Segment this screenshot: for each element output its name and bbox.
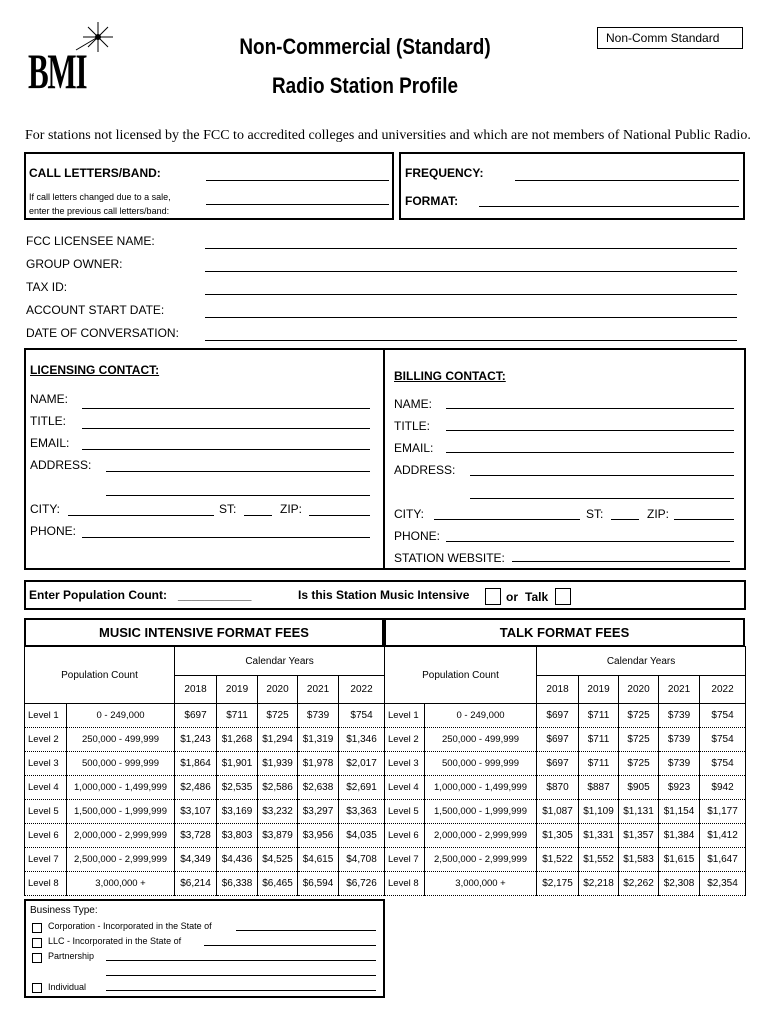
talk-fee-cell: $725 [619,704,659,728]
music-level-cell: Level 3 [25,752,67,776]
music-level-cell: Level 4 [25,776,67,800]
music-level-cell: Level 6 [25,824,67,848]
talk-level-cell: Level 8 [385,872,425,896]
talk-fee-cell: $697 [537,752,579,776]
music-calendar-header: Calendar Years [175,647,385,676]
music-fee-cell: $3,107 [175,800,217,824]
billing-email-field[interactable] [446,452,734,453]
music-fee-cell: $3,956 [298,824,339,848]
licensing-address-field-2[interactable] [106,495,370,496]
music-row [25,824,385,848]
music-fee-cell: $2,638 [298,776,339,800]
music-fee-cell: $4,035 [339,824,385,848]
talk-year-header: 2022 [700,676,746,704]
music-year-header: 2021 [298,676,339,704]
llc-label: LLC - Incorporated in the State of [48,936,182,946]
music-fee-cell: $711 [217,704,258,728]
music-row [25,848,385,872]
business-type-heading: Business Type: [30,905,98,916]
music-year-header: 2018 [175,676,217,704]
talk-range-cell: 3,000,000 + [425,872,537,896]
llc-checkbox[interactable] [32,938,42,948]
individual-field[interactable] [106,990,376,991]
page-title: Non-Commercial (Standard) [239,34,491,59]
format-label: FORMAT: [405,194,459,208]
talk-fee-cell: $2,262 [619,872,659,896]
music-fees-table [24,646,385,896]
music-fee-cell: $2,586 [258,776,298,800]
music-fee-cell: $6,594 [298,872,339,896]
talk-fee-cell: $739 [659,704,700,728]
talk-year-header: 2021 [659,676,700,704]
talk-fee-cell: $2,175 [537,872,579,896]
talk-row [385,752,746,776]
billing-phone-label: PHONE: [394,529,441,543]
population-count-field[interactable]: ___________ [178,588,252,602]
music-fee-cell: $4,436 [217,848,258,872]
music-row [25,728,385,752]
licensing-title-field[interactable] [82,428,370,429]
talk-range-cell: 0 - 249,000 [425,704,537,728]
billing-zip-label: ZIP: [647,507,670,521]
music-fee-cell: $6,214 [175,872,217,896]
billing-website-label: STATION WEBSITE: [394,551,505,565]
talk-level-cell: Level 1 [385,704,425,728]
contacts-divider [383,350,385,568]
music-level-cell: Level 8 [25,872,67,896]
tax-id-label: TAX ID: [26,280,68,294]
music-range-cell: 2,000,000 - 2,999,999 [67,824,175,848]
billing-address-label: ADDRESS: [394,463,456,477]
talk-range-cell: 500,000 - 999,999 [425,752,537,776]
talk-fee-cell: $1,412 [700,824,746,848]
talk-fee-cell: $1,384 [659,824,700,848]
talk-fee-cell: $711 [579,752,619,776]
talk-row [385,776,746,800]
account-start-date-label: ACCOUNT START DATE: [26,303,165,317]
billing-email-label: EMAIL: [394,441,434,455]
talk-fee-cell: $754 [700,728,746,752]
talk-row [385,872,746,896]
music-fee-cell: $725 [258,704,298,728]
frequency-label: FREQUENCY: [405,166,484,180]
talk-range-cell: 1,500,000 - 1,999,999 [425,800,537,824]
music-fee-cell: $4,525 [258,848,298,872]
music-range-cell: 500,000 - 999,999 [67,752,175,776]
corporation-label: Corporation - Incorporated in the State of [48,921,212,931]
talk-fee-cell: $1,522 [537,848,579,872]
talk-level-cell: Level 5 [385,800,425,824]
music-level-cell: Level 5 [25,800,67,824]
corporation-checkbox[interactable] [32,923,42,933]
billing-website-field[interactable] [512,561,730,562]
talk-label: Talk [525,590,549,604]
fcc-licensee-field[interactable] [205,248,737,249]
talk-fee-cell: $942 [700,776,746,800]
frequency-format-box [399,152,745,220]
talk-level-cell: Level 3 [385,752,425,776]
or-label: or [506,590,518,604]
music-fee-cell: $2,486 [175,776,217,800]
population-box [24,580,746,610]
talk-level-cell: Level 4 [385,776,425,800]
licensing-email-label: EMAIL: [30,436,70,450]
talk-fee-cell: $739 [659,752,700,776]
group-owner-field[interactable] [205,271,737,272]
licensing-zip-label: ZIP: [280,502,303,516]
music-level-cell: Level 7 [25,848,67,872]
call-letters-field[interactable] [206,180,389,181]
licensing-address-field[interactable] [106,471,370,472]
call-letters-note-1: If call letters changed due to a sale, [29,192,171,202]
music-fee-cell: $1,939 [258,752,298,776]
music-fee-cell: $3,879 [258,824,298,848]
talk-row [385,800,746,824]
music-fee-cell: $3,728 [175,824,217,848]
talk-fee-cell: $1,131 [619,800,659,824]
partnership-field-2[interactable] [106,975,376,976]
talk-year-header: 2019 [579,676,619,704]
music-level-cell: Level 2 [25,728,67,752]
billing-zip-field[interactable] [674,519,734,520]
licensing-phone-label: PHONE: [30,524,77,538]
music-fee-cell: $3,363 [339,800,385,824]
talk-calendar-header: Calendar Years [537,647,746,676]
fcc-licensee-label: FCC LICENSEE NAME: [26,234,155,248]
talk-fee-cell: $697 [537,704,579,728]
billing-title-field[interactable] [446,430,734,431]
talk-level-cell: Level 6 [385,824,425,848]
talk-fee-cell: $1,154 [659,800,700,824]
music-row [25,776,385,800]
music-fee-cell: $3,297 [298,800,339,824]
music-fee-cell: $2,691 [339,776,385,800]
music-fee-cell: $2,535 [217,776,258,800]
talk-fee-cell: $1,552 [579,848,619,872]
music-fee-cell: $697 [175,704,217,728]
date-of-conversation-label: DATE OF CONVERSATION: [26,326,179,340]
music-population-header: Population Count [25,647,175,704]
music-year-header: 2022 [339,676,385,704]
licensing-st-field[interactable] [244,515,272,516]
talk-range-cell: 2,500,000 - 2,999,999 [425,848,537,872]
music-year-header: 2020 [258,676,298,704]
talk-range-cell: 250,000 - 499,999 [425,728,537,752]
music-fee-cell: $4,708 [339,848,385,872]
talk-fee-cell: $754 [700,704,746,728]
music-fee-cell: $6,465 [258,872,298,896]
talk-fee-cell: $905 [619,776,659,800]
music-fee-cell: $1,294 [258,728,298,752]
music-range-cell: 1,500,000 - 1,999,999 [67,800,175,824]
music-fee-cell: $3,232 [258,800,298,824]
page-subtitle-title: Radio Station Profile [271,73,459,98]
partnership-checkbox[interactable] [32,953,42,963]
music-fee-cell: $3,803 [217,824,258,848]
form-tag: Non-Comm Standard [597,27,743,49]
licensing-zip-field[interactable] [309,515,370,516]
talk-fee-cell: $1,331 [579,824,619,848]
talk-row [385,704,746,728]
music-fee-cell: $6,338 [217,872,258,896]
talk-fee-cell: $2,354 [700,872,746,896]
licensing-address-label: ADDRESS: [30,458,92,472]
talk-fee-cell: $2,308 [659,872,700,896]
billing-city-label: CITY: [394,507,425,521]
talk-range-cell: 2,000,000 - 2,999,999 [425,824,537,848]
music-fee-cell: $739 [298,704,339,728]
logo-text: BMI [28,43,87,99]
licensing-title-label: TITLE: [30,414,67,428]
music-fee-cell: $1,864 [175,752,217,776]
music-range-cell: 250,000 - 499,999 [67,728,175,752]
individual-checkbox[interactable] [32,983,42,993]
music-fee-cell: $1,978 [298,752,339,776]
licensing-st-label: ST: [219,502,237,516]
talk-fee-cell: $870 [537,776,579,800]
talk-fee-cell: $2,218 [579,872,619,896]
bmi-logo [28,22,118,102]
group-owner-label: GROUP OWNER: [26,257,123,271]
talk-fee-cell: $1,087 [537,800,579,824]
music-range-cell: 1,000,000 - 1,499,999 [67,776,175,800]
talk-fee-cell: $1,647 [700,848,746,872]
billing-name-label: NAME: [394,397,433,411]
partnership-field[interactable] [106,960,376,961]
talk-row [385,728,746,752]
licensing-contact-heading: LICENSING CONTACT: [30,363,160,377]
talk-population-header: Population Count [385,647,537,704]
billing-address-field-2[interactable] [470,498,734,499]
talk-level-cell: Level 2 [385,728,425,752]
format-field[interactable] [479,206,739,207]
music-fee-cell: $4,349 [175,848,217,872]
talk-fee-cell: $711 [579,704,619,728]
corporation-state-field[interactable] [236,930,376,931]
billing-city-field[interactable] [434,519,580,520]
music-range-cell: 2,500,000 - 2,999,999 [67,848,175,872]
business-type-box [24,899,385,998]
music-fee-cell: $3,169 [217,800,258,824]
music-table-title: MUSIC INTENSIVE FORMAT FEES [24,618,384,647]
individual-label: Individual [48,982,87,992]
talk-fee-cell: $754 [700,752,746,776]
talk-fee-cell: $725 [619,728,659,752]
music-row [25,800,385,824]
licensing-email-field[interactable] [82,449,370,450]
talk-fee-cell: $1,615 [659,848,700,872]
music-row [25,704,385,728]
music-level-cell: Level 1 [25,704,67,728]
music-row [25,872,385,896]
call-letters-label: CALL LETTERS/BAND: [29,166,161,180]
music-intensive-question: Is this Station Music Intensive [298,588,470,602]
talk-fee-cell: $725 [619,752,659,776]
licensing-name-label: NAME: [30,392,69,406]
talk-fee-cell: $739 [659,728,700,752]
date-of-conversation-field[interactable] [205,340,737,341]
licensing-city-label: CITY: [30,502,61,516]
billing-phone-field[interactable] [446,541,734,542]
tax-id-field[interactable] [205,294,737,295]
music-fee-cell: $4,615 [298,848,339,872]
music-range-cell: 3,000,000 + [67,872,175,896]
talk-fees-table [384,646,746,896]
talk-row [385,848,746,872]
billing-name-field[interactable] [446,408,734,409]
previous-call-letters-field[interactable] [206,204,389,205]
talk-range-cell: 1,000,000 - 1,499,999 [425,776,537,800]
talk-fee-cell: $1,177 [700,800,746,824]
billing-st-label: ST: [586,507,604,521]
talk-fee-cell: $697 [537,728,579,752]
talk-checkbox[interactable] [555,588,571,605]
call-letters-box [24,152,394,220]
music-year-header: 2019 [217,676,258,704]
account-start-date-field[interactable] [205,317,737,318]
call-letters-note-2: enter the previous call letters/band: [29,206,170,216]
billing-st-field[interactable] [611,519,639,520]
music-fee-cell: $6,726 [339,872,385,896]
talk-row [385,824,746,848]
contacts-box [24,348,746,570]
music-fee-cell: $2,017 [339,752,385,776]
music-row [25,752,385,776]
talk-level-cell: Level 7 [385,848,425,872]
licensing-phone-field[interactable] [82,537,370,538]
talk-table-title: TALK FORMAT FEES [384,618,745,647]
frequency-field[interactable] [515,180,739,181]
talk-fee-cell: $887 [579,776,619,800]
music-fee-cell: $1,901 [217,752,258,776]
music-fee-cell: $1,243 [175,728,217,752]
music-intensive-checkbox[interactable] [485,588,501,605]
talk-fee-cell: $923 [659,776,700,800]
talk-fee-cell: $1,305 [537,824,579,848]
talk-year-header: 2020 [619,676,659,704]
talk-year-header: 2018 [537,676,579,704]
billing-title-label: TITLE: [394,419,431,433]
population-count-label: Enter Population Count: [29,588,167,602]
billing-address-field[interactable] [470,475,734,476]
music-fee-cell: $754 [339,704,385,728]
partnership-label: Partnership [48,951,95,961]
licensing-city-field[interactable] [68,515,214,516]
music-range-cell: 0 - 249,000 [67,704,175,728]
music-fee-cell: $1,346 [339,728,385,752]
billing-contact-heading: BILLING CONTACT: [394,369,506,383]
music-fee-cell: $1,268 [217,728,258,752]
llc-state-field[interactable] [204,945,376,946]
talk-fee-cell: $1,583 [619,848,659,872]
licensing-name-field[interactable] [82,408,370,409]
form-description: For stations not licensed by the FCC to accredited colleges and universities and which are not members of National Public Radio. [25,128,751,143]
talk-fee-cell: $711 [579,728,619,752]
music-fee-cell: $1,319 [298,728,339,752]
talk-fee-cell: $1,357 [619,824,659,848]
talk-fee-cell: $1,109 [579,800,619,824]
